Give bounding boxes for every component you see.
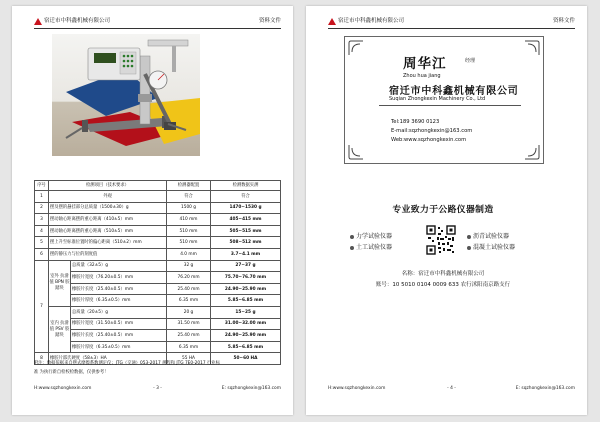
table-row — [35, 330, 281, 342]
cell-index: 4 — [35, 225, 49, 237]
bullet-icon — [467, 235, 471, 239]
bullet-icon — [467, 246, 471, 250]
card-email: E-mail:sqzhongkexin@163.com — [391, 128, 473, 134]
footer-page-number: - 3 - — [153, 386, 162, 391]
header-company: 宿迁市中科鑫机械有限公司 — [338, 18, 405, 24]
card-person-name: 周华江 — [403, 56, 447, 72]
cell-config: 6.35 mm — [167, 341, 211, 353]
cell-measured: 24.90~25.90 mm — [211, 283, 281, 295]
header-company: 宿迁市中科鑫机械有限公司 — [44, 18, 111, 24]
cell-item: 摆动轴心距离摆的重心距离（410±5）mm — [49, 214, 167, 226]
footer-email: E: sqzhongkexin@163.com — [515, 386, 575, 391]
header-doc-label: 资料文件 — [258, 18, 281, 24]
cell-item: 总质量（20±5）g — [71, 306, 167, 318]
card-divider — [379, 105, 521, 106]
cell-config: 510 mm — [167, 225, 211, 237]
cell-config: 410 mm — [167, 214, 211, 226]
cell-config: 6.35 mm — [167, 295, 211, 307]
header-doc-label: 资料文件 — [552, 18, 575, 24]
cell-measured: 1470~1530 g — [211, 202, 281, 214]
bullet-icon — [350, 235, 354, 239]
card-company-cn: 宿迁市中科鑫机械有限公司 — [389, 86, 519, 97]
cell-config: 32 g — [167, 260, 211, 272]
table-note — [34, 360, 282, 377]
company-logo-icon — [328, 18, 336, 25]
table-row — [35, 341, 281, 353]
ad-product — [350, 231, 392, 240]
corner-ornament-icon — [348, 40, 364, 56]
cell-item: 外观 — [49, 191, 167, 203]
ad-product — [467, 231, 509, 240]
footer-website: H:www.sqzhongkexin.com — [328, 386, 386, 391]
cell-item: 橡胶片长度（25.40±0.5）mm — [71, 330, 167, 342]
header-cell: 序号 — [35, 181, 49, 191]
cell-item: 橡胶片宽度（31.50±0.5）mm — [71, 318, 167, 330]
bullet-icon — [350, 246, 354, 250]
card-company-en: Suqian Zhongkexin Machinery Co., Ltd — [389, 96, 486, 102]
note-line: 准 为执行新自检校检数据，仅供参考！ — [34, 369, 109, 375]
card-website: Web:www.sqzhongkexin.com — [391, 137, 467, 143]
cell-config: 76.20 mm — [167, 272, 211, 284]
cell-index: 5 — [35, 237, 49, 249]
cell-measured: 24.90~25.90 mm — [211, 330, 281, 342]
cell-config: 20 g — [167, 306, 211, 318]
cell-item: 橡胶片厚度（6.35±0.5）mm — [71, 295, 167, 307]
table-row — [35, 248, 281, 260]
page-header — [34, 17, 281, 29]
table-header-row — [35, 181, 281, 191]
cell-measured: 405~415 mm — [211, 214, 281, 226]
cell-config: 31.50 mm — [167, 318, 211, 330]
cell-index: 8 — [35, 353, 49, 365]
cell-item: 橡胶片长度（25.40±0.5）mm — [71, 283, 167, 295]
cell-index: 2 — [35, 202, 49, 214]
corner-ornament-icon — [524, 144, 540, 160]
table-row — [35, 237, 281, 249]
cell-measured: 符合 — [211, 191, 281, 203]
cell-index: 7 — [35, 260, 49, 353]
table-row — [35, 260, 281, 272]
qr-code-icon — [426, 225, 456, 255]
corner-ornament-icon — [348, 144, 364, 160]
header-cell: 检测数据实测 — [211, 181, 281, 191]
cell-item: 摆上升至标准位置时的偏心距离（510±2）mm — [49, 237, 167, 249]
cell-measured: 508~512 mm — [211, 237, 281, 249]
ad-slogan: 专业致力于公路仪器制造 — [392, 205, 494, 215]
ad-product-label: 土工试验仪器 — [356, 244, 393, 251]
cell-measured: 50~60 HA — [211, 353, 281, 365]
table-row — [35, 272, 281, 284]
table-row — [35, 225, 281, 237]
cell-config: 1500 g — [167, 202, 211, 214]
cell-measured: 505~515 mm — [211, 225, 281, 237]
note-line: 附注：数据依据来自摆式摩擦系数测定仪；JTG（交通）053-2017 规程和 JTG 7E0-2017 行业标 — [34, 361, 220, 366]
ad-product-label: 混凝土试验仪器 — [473, 244, 516, 251]
cell-config: 510 mm — [167, 237, 211, 249]
card-person-title: 经理 — [465, 58, 476, 64]
cell-item: 摆动轴心距离摆的重心距离（510±5）mm — [49, 225, 167, 237]
footer-email: E: sqzhongkexin@163.com — [221, 386, 281, 391]
pendulum-tester-photo — [52, 34, 200, 156]
cell-measured: 5.85~6.85 mm — [211, 295, 281, 307]
corner-ornament-icon — [524, 40, 540, 56]
cell-group-indoor: 室内 抗滑值 PSV 胶 踏块 — [49, 306, 71, 352]
header-cell: 检测器配置 — [167, 181, 211, 191]
cell-measured: 5.85~6.85 mm — [211, 341, 281, 353]
cell-index: 6 — [35, 248, 49, 260]
cell-measured: 27~37 g — [211, 260, 281, 272]
table-row — [35, 318, 281, 330]
cell-group-outdoor: 室外 抗滑值 BPN 胶 踏块 — [49, 260, 71, 306]
ad-company-name: 名称：宿迁市中科鑫机械有限公司 — [401, 271, 485, 277]
cell-measured: 15~25 g — [211, 306, 281, 318]
company-logo-icon — [34, 18, 42, 25]
page-header — [328, 17, 575, 29]
cell-config: 25.40 mm — [167, 330, 211, 342]
cell-item: 摆及摆的悬挂部分总质量（1500±30）g — [49, 202, 167, 214]
business-card — [344, 36, 544, 164]
cell-item: 总质量（32±5）g — [71, 260, 167, 272]
table-row — [35, 191, 281, 203]
cell-config: 符合 — [167, 191, 211, 203]
ad-product — [467, 242, 515, 251]
cell-measured: 75.70~76.70 mm — [211, 272, 281, 284]
ad-product-label: 沥青试验仪器 — [473, 233, 510, 240]
table-row — [35, 214, 281, 226]
card-person-pinyin: Zhou hua jiang — [403, 73, 441, 79]
cell-item: 摆的静压力与位的刻度值 — [49, 248, 167, 260]
cell-item: 橡胶片厚度（6.35±0.5）mm — [71, 341, 167, 353]
cell-config: 25.40 mm — [167, 283, 211, 295]
table-row — [35, 283, 281, 295]
table-row — [35, 306, 281, 318]
company-ad-panel — [344, 179, 542, 296]
cell-config: 4.0 mm — [167, 248, 211, 260]
cell-item: 橡胶片宽度（76.20±0.5）mm — [71, 272, 167, 284]
cell-index: 1 — [35, 191, 49, 203]
cell-measured: 31.00~32.00 mm — [211, 318, 281, 330]
footer-website: H:www.sqzhongkexin.com — [34, 386, 92, 391]
cell-index: 3 — [35, 214, 49, 226]
cell-item: 橡胶片邵氏硬度（58±3）HA — [49, 353, 167, 365]
document-page-3 — [12, 6, 293, 415]
document-page-4 — [306, 6, 587, 415]
spec-table — [34, 180, 281, 365]
card-phone: Tel:189 3690 0123 — [391, 119, 440, 125]
cell-config: 55 HA — [167, 353, 211, 365]
ad-product — [350, 242, 392, 251]
table-row — [35, 295, 281, 307]
cell-measured: 3.7~4.1 mm — [211, 248, 281, 260]
ad-product-label: 力学试验仪器 — [356, 233, 393, 240]
table-row — [35, 202, 281, 214]
header-cell: 检测项目（技术要求） — [49, 181, 167, 191]
footer-page-number: - 4 - — [447, 386, 456, 391]
ad-bank-account: 账号：10 5010 0104 0009 633 农行沭阳南京路支行 — [375, 282, 511, 288]
